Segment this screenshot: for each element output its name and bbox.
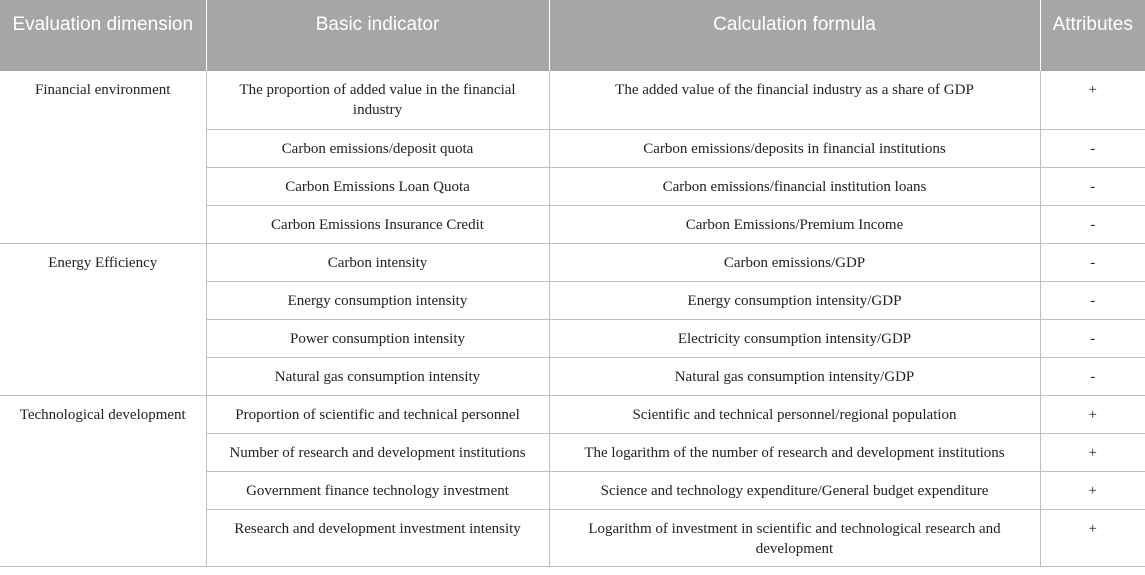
- dimension-technological-development: Technological development: [0, 395, 206, 566]
- formula-cell: Energy consumption intensity/GDP: [549, 281, 1040, 319]
- indicator-cell: Proportion of scientific and technical personnel: [206, 395, 549, 433]
- indicator-cell: Energy consumption intensity: [206, 281, 549, 319]
- formula-cell: Carbon emissions/financial institution loans: [549, 167, 1040, 205]
- formula-cell: The added value of the financial industry as a share of GDP: [549, 71, 1040, 129]
- attribute-cell: +: [1040, 395, 1145, 433]
- formula-cell: Carbon emissions/GDP: [549, 243, 1040, 281]
- indicator-cell: Government finance technology investment: [206, 471, 549, 509]
- attribute-cell: -: [1040, 281, 1145, 319]
- indicator-cell: The proportion of added value in the financial industry: [206, 71, 549, 129]
- indicator-cell: Natural gas consumption intensity: [206, 357, 549, 395]
- dimension-financial-environment: Financial environment: [0, 71, 206, 243]
- table-row: [0, 71, 1145, 129]
- formula-cell: Carbon emissions/deposits in financial institutions: [549, 129, 1040, 167]
- attribute-cell: +: [1040, 433, 1145, 471]
- formula-cell: Science and technology expenditure/General budget expenditure: [549, 471, 1040, 509]
- formula-cell: Electricity consumption intensity/GDP: [549, 319, 1040, 357]
- attribute-cell: -: [1040, 129, 1145, 167]
- attribute-cell: -: [1040, 357, 1145, 395]
- formula-cell: Natural gas consumption intensity/GDP: [549, 357, 1040, 395]
- attribute-cell: +: [1040, 71, 1145, 129]
- attribute-cell: -: [1040, 319, 1145, 357]
- formula-cell: Scientific and technical personnel/regional population: [549, 395, 1040, 433]
- indicator-cell: Carbon Emissions Insurance Credit: [206, 205, 549, 243]
- attribute-cell: -: [1040, 205, 1145, 243]
- attribute-cell: -: [1040, 167, 1145, 205]
- attribute-cell: +: [1040, 509, 1145, 566]
- indicator-cell: Carbon intensity: [206, 243, 549, 281]
- table-row: [0, 395, 1145, 433]
- header-attributes: Attributes: [1040, 0, 1145, 71]
- attribute-cell: +: [1040, 471, 1145, 509]
- dimension-energy-efficiency: Energy Efficiency: [0, 243, 206, 395]
- attribute-cell: -: [1040, 243, 1145, 281]
- table-row: [0, 243, 1145, 281]
- indicator-cell: Carbon Emissions Loan Quota: [206, 167, 549, 205]
- indicator-cell: Power consumption intensity: [206, 319, 549, 357]
- formula-cell: Logarithm of investment in scientific and technological research and development: [549, 509, 1040, 566]
- indicator-cell: Research and development investment intensity: [206, 509, 549, 566]
- indicator-cell: Number of research and development institutions: [206, 433, 549, 471]
- header-basic-indicator: Basic indicator: [206, 0, 549, 71]
- formula-cell: The logarithm of the number of research and development institutions: [549, 433, 1040, 471]
- header-evaluation-dimension: Evaluation dimension: [0, 0, 206, 71]
- table-body: [0, 71, 1145, 566]
- table-header: [0, 0, 1145, 71]
- header-calculation-formula: Calculation formula: [549, 0, 1040, 71]
- indicator-cell: Carbon emissions/deposit quota: [206, 129, 549, 167]
- formula-cell: Carbon Emissions/Premium Income: [549, 205, 1040, 243]
